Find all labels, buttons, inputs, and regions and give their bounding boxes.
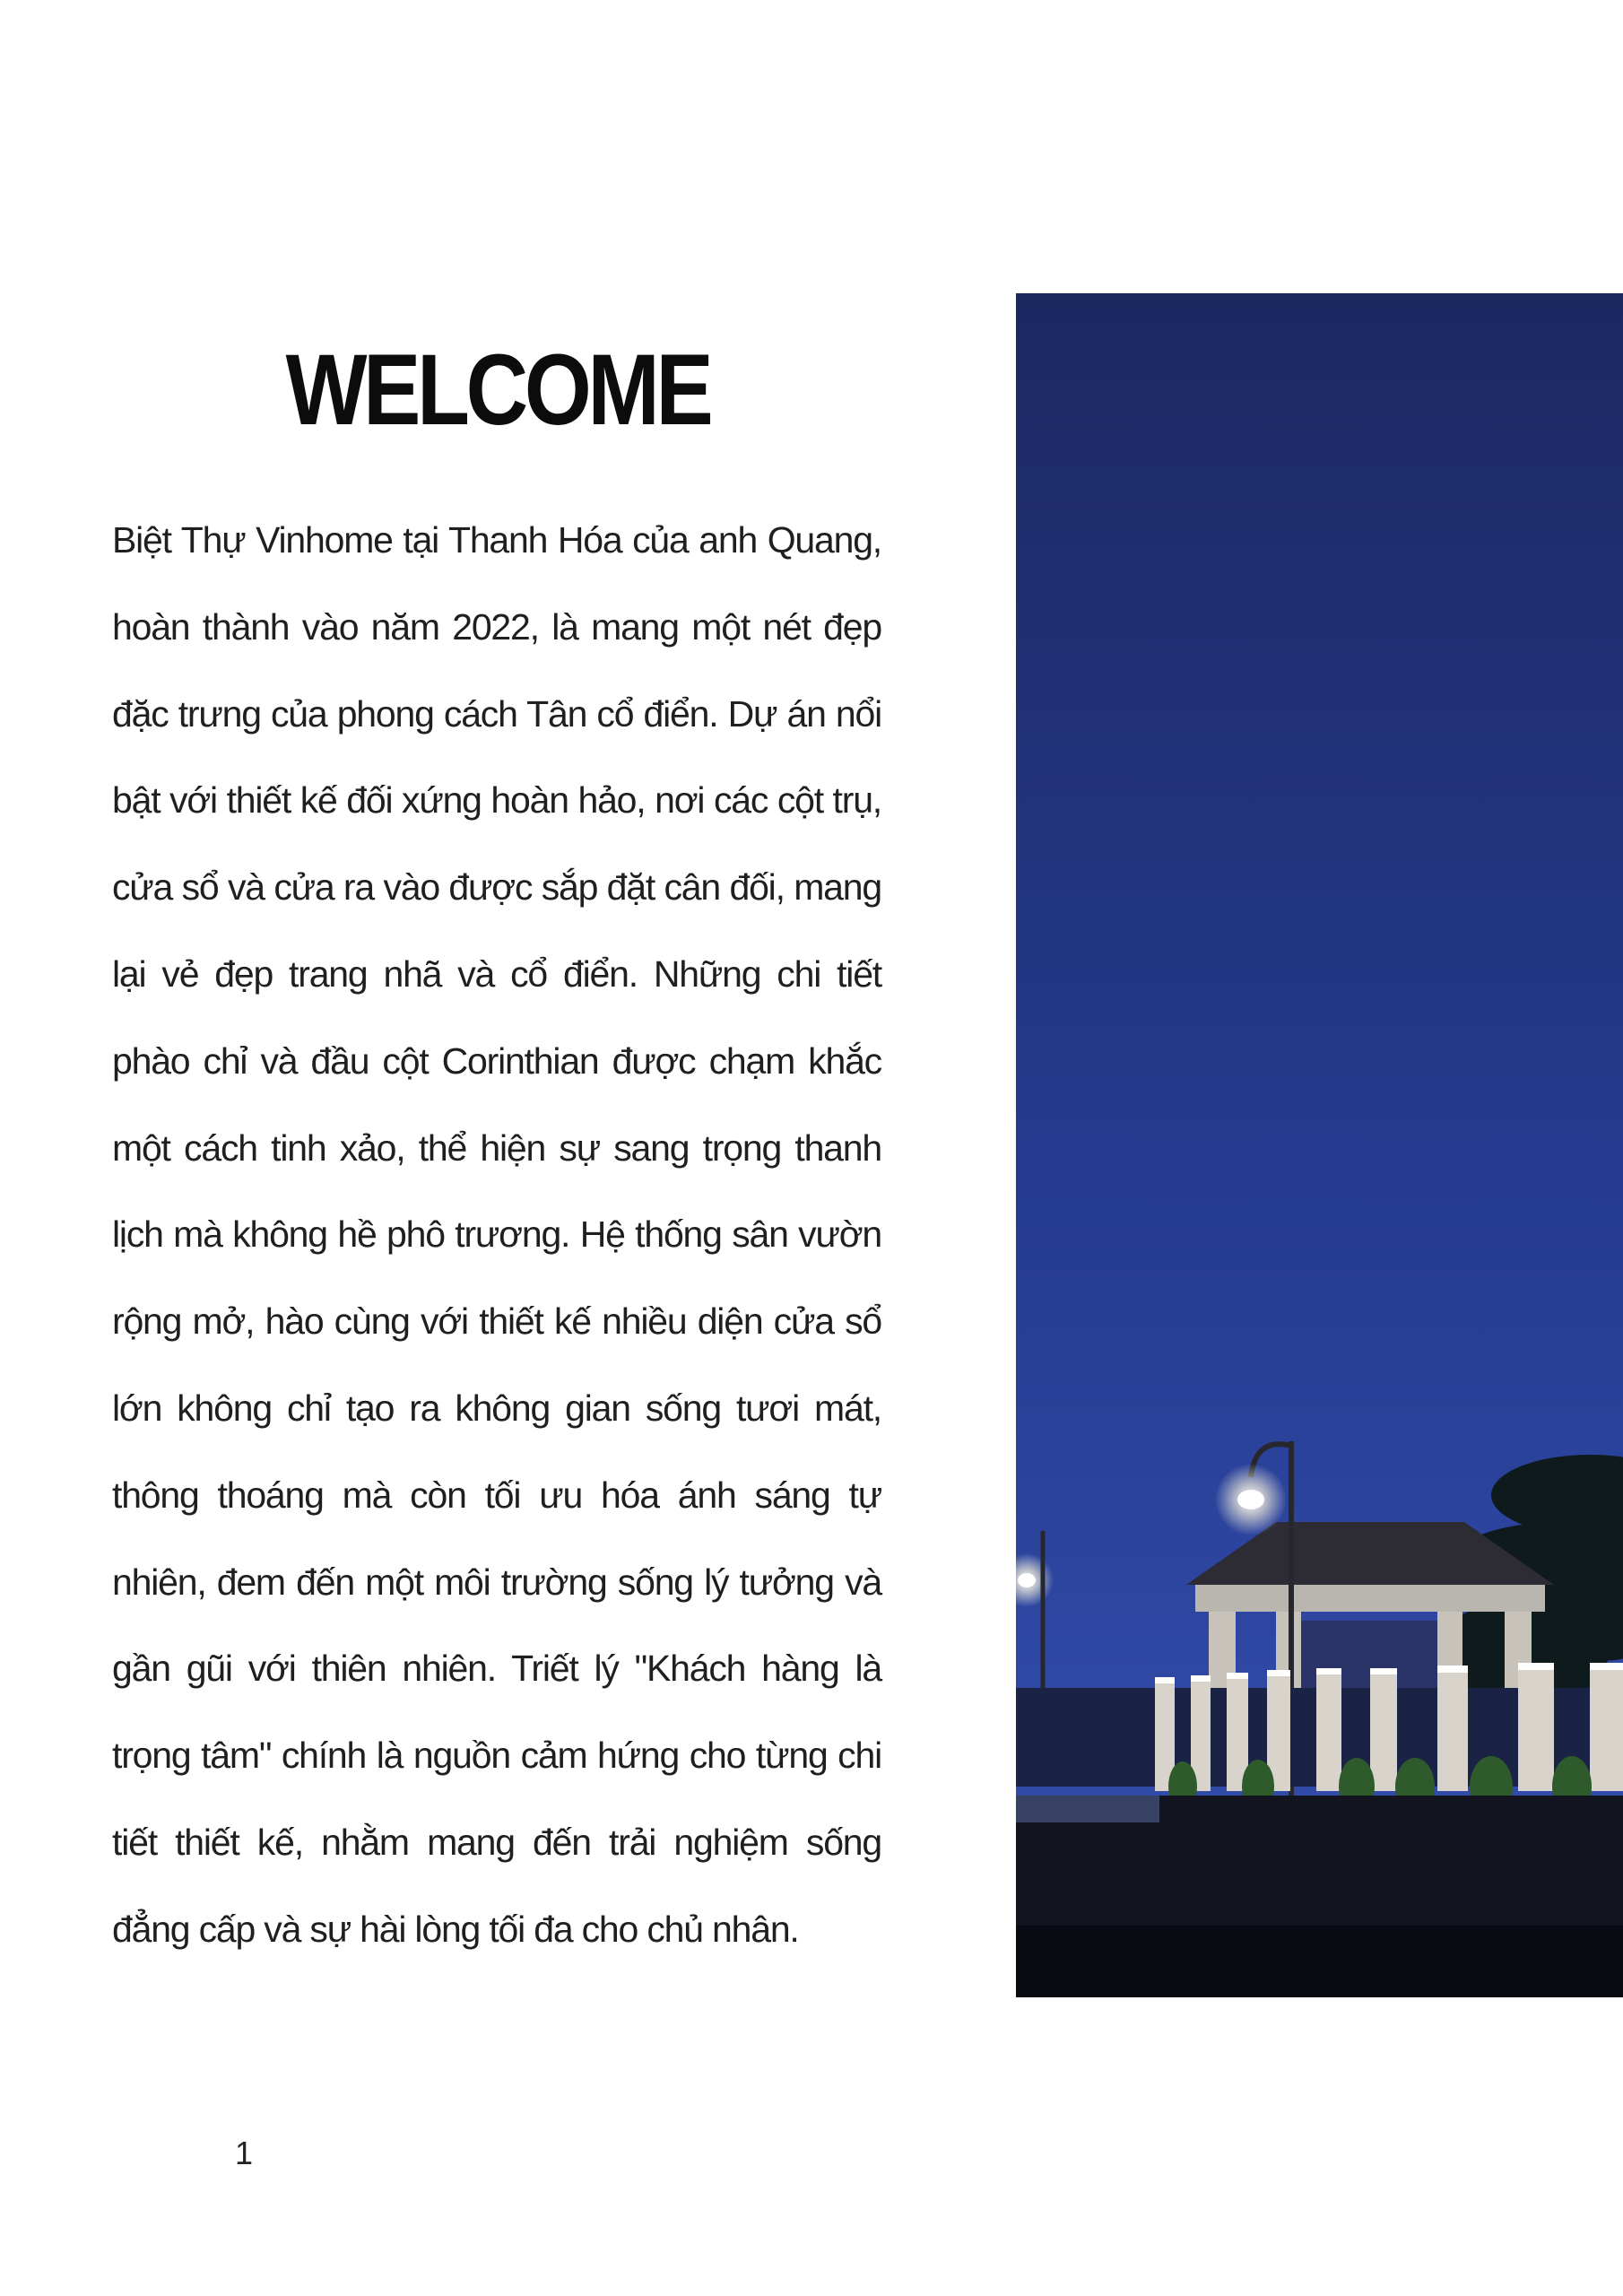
page-number: 1: [235, 2135, 254, 2171]
welcome-paragraph: Biệt Thự Vinhome tại Thanh Hóa của anh Quang, hoàn thành vào năm 2022, là mang một nét đẹp đặc trưng của phong cách Tân cổ điển. Dự án nổi bật với thiết kế đối xứng hoàn hảo, nơi các cột trụ, cửa sổ và cửa ra vào được sắp đặt cân đối, mang lại vẻ đẹp trang nhã và cổ điển. Những chi tiết phào chỉ và đầu cột Corinthian được chạm khắc một cách tinh xảo, thể hiện sự sang trọng thanh lịch mà không hề phô trương. Hệ thống sân vườn rộng mở, hào cùng với thiết kế nhiều diện cửa sổ lớn không chỉ tạo ra không gian sống tươi mát, thông thoáng mà còn tối ưu hóa ánh sáng tự nhiên, đem đến một môi trường sống lý tưởng và gần gũi với thiên nhiên. Triết lý "Khách hàng là trọng tâm" chính là nguồn cảm hứng cho từng chi tiết thiết kế, nhằm mang đến trải nghiệm sống đẳng cấp và sự hài lòng tối đa cho chủ nhân.: [112, 519, 881, 1950]
page-title: WELCOME: [285, 334, 710, 446]
villa-night-photo: [1016, 293, 1623, 1997]
villa-night-illustration: [1016, 293, 1623, 1997]
